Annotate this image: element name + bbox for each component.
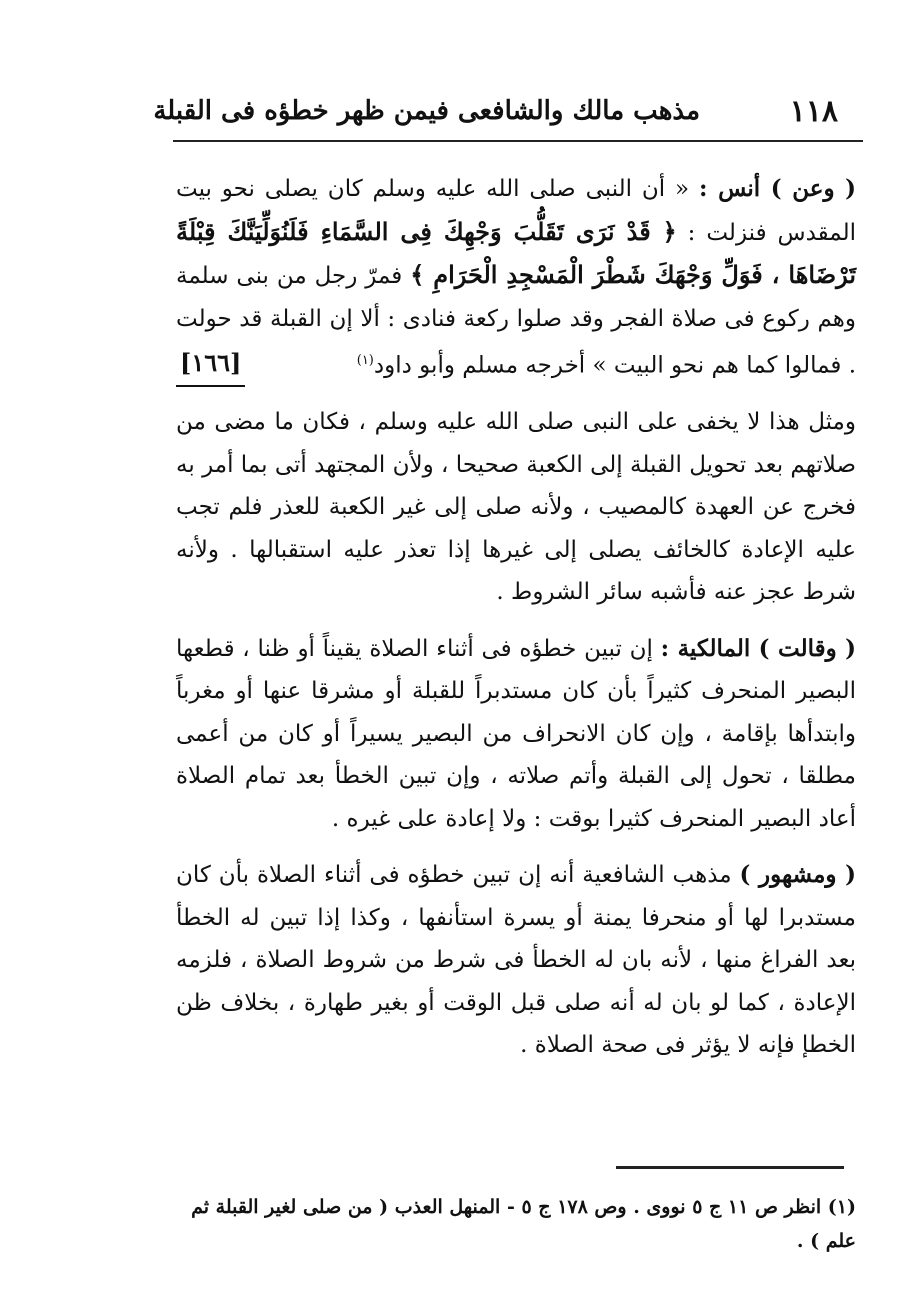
page-number: ١١٨ — [789, 94, 838, 129]
header-divider — [173, 140, 863, 142]
quran-verse: ﴿ قَدْ نَرَى تَقَلُّبَ وَجْهِكَ فِى السَّمَاءِ فَلَنُوَلِّيَنَّكَ قِبْلَةً تَرْضَاهَا ، فَوَلِّ وَجْهَكَ شَطْرَ الْمَسْجِدِ الْحَرَامِ ﴾ — [176, 216, 856, 289]
paragraph-maliki — [176, 628, 856, 841]
paragraph-explanation — [176, 401, 856, 614]
paragraph-text: مذهب الشافعية أنه إن تبين خطؤه فى أثناء الصلاة بأن كان مستدبرا لها أو منحرفا يمنة أو يسرة استأنفها ، وكذا إذا تبين له الخطأ بعد الفراغ منها ، لأنه بان له الخطأ فى شرط من شروط الصلاة ، فلزمه الإعادة ، كما لو بان له أنه صلى قبل الوقت أو بغير طهارة ، بخلاف ظن الخطإ فإنه لا يؤثر فى صحة الصلاة . — [176, 862, 856, 1059]
footnote: (١) انظر ص ١١ ج ٥ نووى . وص ١٧٨ ج ٥ - المنهل العذب ( من صلى لغير القبلة ثم علم ) . — [191, 1196, 856, 1252]
paragraph-lead: ( وقالت ) المالكية : — [660, 634, 857, 662]
paragraph-lead: ( وعن ) أنس : — [699, 175, 856, 202]
page-header — [150, 88, 850, 132]
running-title: مذهب مالك والشافعى فيمن ظهر خطؤه فى القبلة — [153, 96, 700, 126]
footnote-divider — [616, 1166, 844, 1169]
paragraph-lead: ( ومشهور ) — [739, 861, 856, 889]
paragraph-text-continued: فمرّ رجل من بنى سلمة وهم ركوع فى صلاة الفجر وقد صلوا ركعة فنادى : ألا إن القبلة قد حولت . فمالوا كما هم نحو البيت » أخرجه مسلم وأبو داود — [176, 263, 856, 379]
paragraph-text: إن تبين خطؤه فى أثناء الصلاة يقيناً أو ظنا ، قطعها البصير المنحرف كثيراً بأن كان مستدبراً للقبلة أو مشرقا عنها أو مغرباً وابتدأها بإقامة ، وإن كان الانحراف من البصير يسيراً أو كان من أعمى مطلقا ، تحول إلى القبلة وأتم صلاته ، وإن تبين الخطأ بعد تمام الصلاة أعاد البصير المنحرف كثيرا بوقت : ولا إعادة على غيره . — [176, 635, 856, 832]
hadith-number: [١٦٦] — [176, 342, 245, 387]
paragraph-hadith-anas — [176, 168, 856, 387]
paragraph-shafii — [176, 854, 856, 1067]
paragraph-text: « أن النبى صلى الله عليه وسلم كان يصلى نحو بيت المقدس فنزلت : — [176, 176, 856, 246]
main-text — [176, 168, 856, 1081]
footnote-marker: (١) — [356, 353, 374, 368]
paragraph-text: ومثل هذا لا يخفى على النبى صلى الله عليه وسلم ، فكان ما مضى من صلاتهم بعد تحويل القبلة إلى الكعبة صحيحا ، ولأن المجتهد أتى بما أمر به فخرج عن العهدة كالمصيب ، ولأنه صلى إلى غير الكعبة للعذر فلم تجب عليه الإعادة كالخائف يصلى إلى غيرها إذا تعذر عليه استقبالها . ولأنه شرط عجز عنه فأشبه سائر الشروط . — [176, 409, 856, 606]
